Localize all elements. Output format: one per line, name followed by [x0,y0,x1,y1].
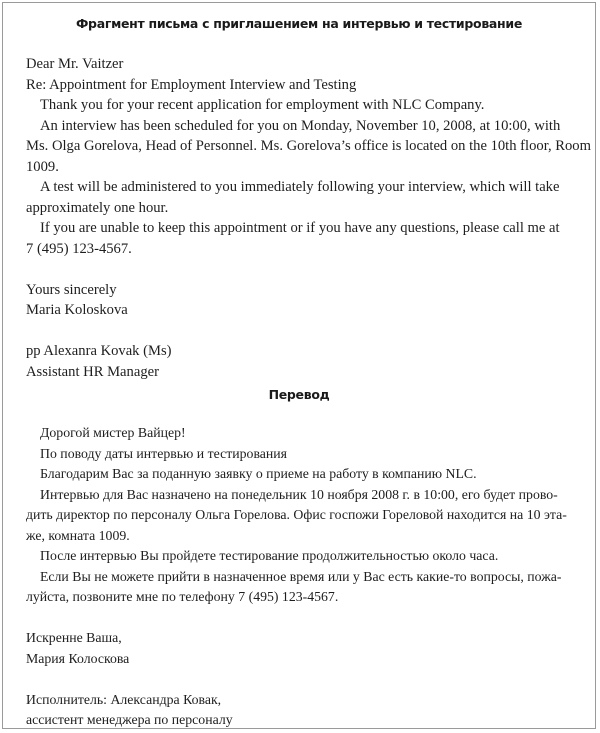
closing: Yours sincerely [26,281,117,298]
subject-line: По поводу даты интервью и тестирования [40,445,288,461]
salutation: Дорогой мистер Вайцер! [40,425,186,440]
russian-letter [26,423,567,731]
body-line: Благодарим Вас за поданную заявку о приеме на работу в компанию NLC. [40,466,477,481]
salutation: Dear Mr. Vaitzer [26,56,124,72]
pp-line: pp Alexanra Kovak (Ms) [26,343,172,359]
body-line: approximately one hour. [26,199,169,216]
body-line: An interview has been scheduled for you on Monday, November 10, 2008, at 10:00, with [40,117,561,134]
body-line: же, комната 1009. [26,527,130,543]
body-line: Если Вы не можете прийти в назначенное время или у Вас есть какие-то вопросы, пожа- [40,568,562,584]
body-line: Thank you for your recent application for employment with NLC Company. [40,97,485,113]
english-letter [26,54,591,382]
subject-line: Re: Appointment for Employment Interview and Testing [26,76,357,93]
document-title: Фрагмент письма с приглашением на интервью и тестирование [75,16,523,31]
body-line: If you are unable to keep this appointment or if you have any questions, please call me at [40,220,560,236]
body-line: 7 (495) 123-4567. [26,240,132,257]
closing: Искренне Ваша, [26,630,122,645]
pp-title: Assistant HR Manager [26,363,159,380]
body-line: Интервью для Вас назначено на понедельник 10 ноября 2008 г. в 10:00, его будет прово- [40,486,558,502]
document-page [2,2,596,729]
pp-title: ассистент менеджера по персоналу [26,712,233,727]
signer-name: Мария Колоскова [26,650,130,666]
body-line: 1009. [26,158,59,175]
body-line: дить директор по персоналу Ольга Горелова. Офис госпожи Гореловой находится на 10 эта- [26,507,567,522]
body-line: луйста, позвоните мне по телефону 7 (495) 123-4567. [26,589,339,604]
pp-line: Исполнитель: Александра Ковак, [26,691,222,707]
body-line: A test will be administered to you immediately following your interview, which will take [40,179,560,195]
body-line: Ms. Olga Gorelova, Head of Personnel. Ms. Gorelova’s office is located on the 10th floor, Room [26,138,591,154]
translation-heading: Перевод [268,387,330,402]
signer-name: Maria Koloskova [26,302,128,318]
body-line: После интервью Вы пройдете тестирование продолжительностью около часа. [40,548,499,563]
